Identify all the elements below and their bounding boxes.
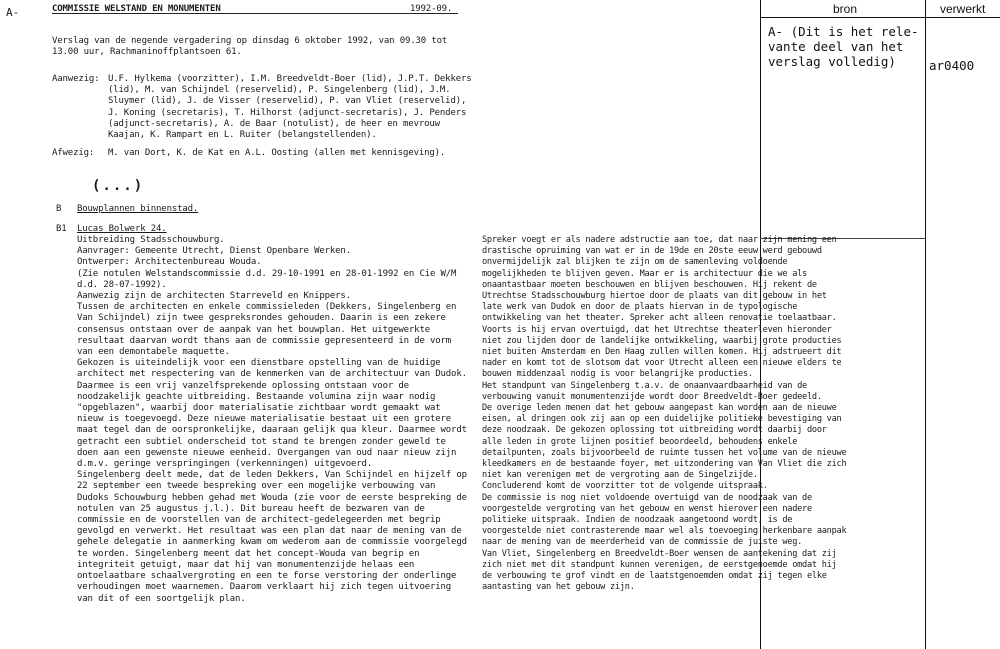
aanwezig-text: U.F. Hylkema (voorzitter), I.M. Breedveldt-Boer (lid), J.P.T. Dekkers (lid), M. van Schijndel (reservelid), P. Singelenberg (lid), J.M. Sluymer (lid), J. de Visser (reservelid), P. van Vliet (reservelid), J. Koning (secretaris), T. Hilhorst (adjunct-secretaris), J. Penders (adjunct-secretaris), A. de Baar (notulist), de heer en mevrouw Kaajan, K. Rampart en L. Ruiter (belangstellenden). [108, 74, 472, 141]
margin-marker: A- [6, 6, 20, 19]
document-number: 1992-09. [410, 4, 453, 14]
afwezig-text: M. van Dort, K. de Kat en A.L. Oosting (allen met kennisgeving). [108, 148, 446, 158]
section-b1-left-column: Uitbreiding Stadsschouwburg. Aanvrager: Gemeente Utrecht, Dienst Openbare Werken. Ontwerper: Architectenbureau Wouda. (Zie notulen Welstandscommissie d.d. 29-10-1991 en 28-01-1992 en Cie W/M d.d. 28-07-1992). Aanwezig zijn de architecten Starreveld en Knippers. Tussen de architecten en enkele commissieleden (Dekkers, Singelenberg en Van Schijndel) zijn twee gespreksrondes gehouden. Daarin is een zekere consensus ontstaan over de aanpak van het bouwplan. Het uitgewerkte resultaat daarvan wordt thans aan de commissie gepresenteerd in de vorm van een demontabele maquette. Gekozen is uiteindelijk voor een dienstbare opstelling van de huidige architect met respectering van de kenmerken van de architectuur van Dudok. Daarmee is een vrij vanzelfsprekende oplossing ontstaan voor de noodzakelijk geachte uitbreiding. Bestaande volumina zijn waar nodig "opgeblazen", waarbij door materialisatie zichtbaar wordt gemaakt wat nieuw is toegevoegd. Deze nieuwe materialisatie bestaat uit een grotere maat tegel dan de oorspronkelijke, daaraan gelijk qua kleur. Daarmee wordt getracht een subtiel onderscheid tot stand te brengen zonder geweld te doen aan een gewenste nieuwe eenheid. Overgangen van oud naar nieuw zijn d.m.v. geringe verspringingen (verkenningen) uitgevoerd. Singelenberg deelt mede, dat de leden Dekkers, Van Schijndel en hijzelf op 22 september een tweede bespreking over een mogelijke verbouwing van Dudoks Schouwburg hebben gehad met Wouda (zie voor de eerste bespreking de notulen van 25 augustus j.l.). Dit bureau heeft de bezwaren van de commissie en de voorstellen van de architect-gedelegeerden met begrip gevolgd en verwerkt. Het resultaat was een plan dat naar de mening van de gehele delegatie in aanmerking kwam om wederom aan de commissie voorgelegd te worden. Singelenberg meent dat het concept-Wouda van begrip en integriteit getuigt, maar dat hij van monumentenzijde helaas een ontoelaatbare schaalvergroting en een te forse verstoring der onderlinge verhoudingen moet waarnemen. Daarom verklaart hij zich tegen uitvoering van dit of een soortgelijk plan. [77, 235, 467, 604]
document-title: COMMISSIE WELSTAND EN MONUMENTEN [52, 4, 221, 14]
section-b-title: Bouwplannen binnenstad. [77, 204, 199, 214]
section-b1-title: Lucas Bolwerk 24. [77, 224, 167, 234]
aanwezig-label: Aanwezig: [52, 74, 100, 84]
omission-marker: (...) [92, 178, 145, 194]
meeting-intro: Verslag van de negende vergadering op dinsdag 6 oktober 1992, van 09.30 tot 13.00 uur, Rachmaninoffplantsoen 61. [52, 36, 448, 58]
section-b1-label: B1 [56, 224, 67, 234]
verwerkt-column-left-border [925, 0, 926, 649]
section-b1-right-column: Spreker voegt er als nadere adstructie aan toe, dat naar zijn mening een drastische opruiming van wat er in de 19de en 20ste eeuw werd gebouwd onvermijdelijk zal blijken te zijn om de samenleving voldoende mogelijkheden te blijven geven. Maar er is architectuur die we als onaantastbaar moeten beschouwen en blijven beschouwen. Hij rekent de Utrechtse Stadsschouwburg hiertoe door de plaats van dit gebouw in het late werk van Dudok en door de plaats hiervan in de typologische ontwikkeling van het theater. Spreker acht alleen renovatie toelaatbaar. Voorts is hij ervan overtuigd, dat het Utrechtse theaterleven hieronder niet zou lijden door de landelijke ontwikkeling, waarbij grote producties niet buiten Amsterdam en Den Haag zullen willen komen. Hij adstrueert dit nader en komt tot de slotsom dat voor Utrecht alleen een nieuwe elders te bouwen middenzaal nodig is voor belangrijke producties. Het standpunt van Singelenberg t.a.v. de onaanvaardbaarheid van de verbouwing vanuit monumentenzijde wordt door Breedveldt-Boer gedeeld. De overige leden menen dat het gebouw aangepast kan worden aan de nieuwe eisen, al dringen ook zij aan op een duidelijke politieke bevestiging van deze noodzaak. De gekozen oplossing tot uitbreiding wordt daarbij door alle leden in grote lijnen positief beoordeeld, behoudens enkele detailpunten, zoals bijvoorbeeld de ruimte tussen het volume van de nieuwe kleedkamers en de bestaande foyer, met uitzondering van Van Vliet die zich niet kan verenigen met de vergroting aan de Singelzijde. Concluderend komt de voorzitter tot de volgende uitspraak. De commissie is nog niet voldoende overtuigd van de noodzaak van de voorgestelde vergroting van het gebouw en wenst hierover een nadere politieke uitspraak. Indien de noodzaak aangetoond wordt, is de voorgestelde niet contrasterende maar wel als toevoeging herkenbare aanpak naar de mening van de meerderheid van de commissie de juiste weg. Van Vliet, Singelenberg en Breedveldt-Boer wensen de aantekening dat zij zich niet met dit standpunt kunnen verenigen, de eerstgenoemde omdat hij de verbouwing te grof vindt en de laatstgenoemden omdat zij tegen elke aantasting van het gebouw zijn. [482, 235, 847, 593]
bron-column-label: bron [833, 2, 858, 16]
verwerkt-column-label: verwerkt [940, 2, 986, 16]
verwerkt-code: ar0400 [929, 58, 975, 73]
column-header-underline [760, 17, 1000, 18]
bron-note: A- (Dit is het rele- vante deel van het verslag volledig) [768, 24, 919, 69]
header-rule [52, 13, 458, 14]
section-b-label: B [56, 204, 62, 214]
afwezig-label: Afwezig: [52, 148, 95, 158]
